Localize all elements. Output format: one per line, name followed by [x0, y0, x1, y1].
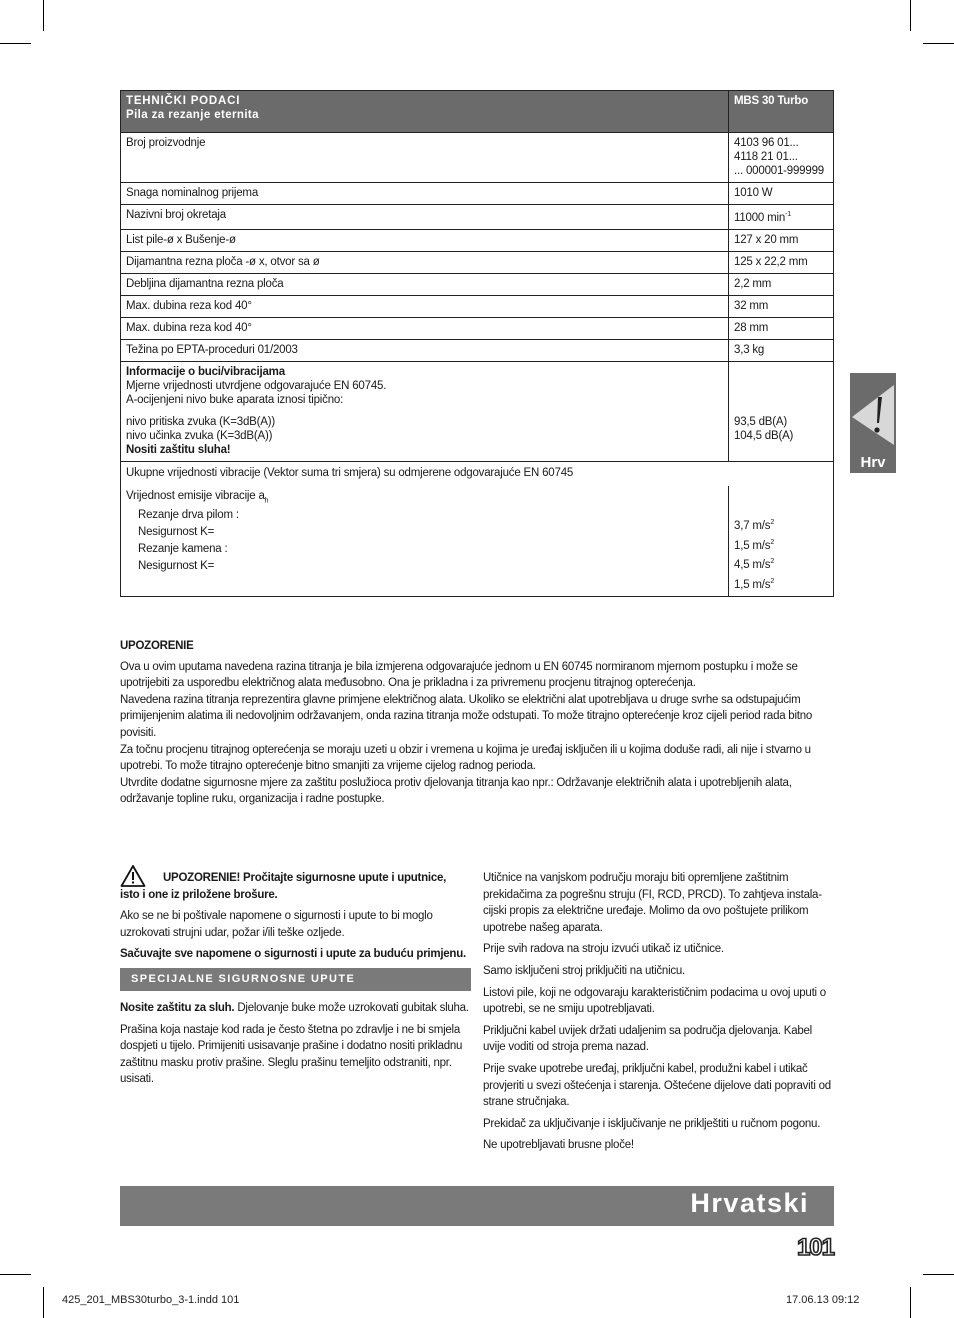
- value-text: 11000 min: [734, 211, 786, 224]
- safety-paragraph: Prije svih radova na stroju izvući utikač iz utičnice.: [483, 943, 724, 956]
- row-label: Snaga nominalnog prijema: [121, 183, 729, 205]
- language-tab-label: Hrv: [860, 454, 886, 471]
- vibration-item: Nesigurnost K=: [138, 560, 215, 573]
- hearing-protection-text: Djelovanje buke može uzrokovati gubitak sluha.: [234, 1001, 469, 1014]
- row-value: [729, 133, 834, 183]
- row-value: 28 mm: [729, 317, 834, 339]
- table-header-model: MBS 30 Turbo: [729, 91, 834, 133]
- row-value: 1010 W: [729, 183, 834, 205]
- vibration-item: Rezanje kamena :: [138, 543, 228, 556]
- crop-mark: [43, 1287, 44, 1318]
- noise-text: Mjerne vrijednosti utvrdjene odgovarajuće EN 60745.: [126, 379, 387, 392]
- footer-language-bar: [120, 1186, 834, 1226]
- row-label: Težina po EPTA-proceduri 01/2003: [121, 339, 729, 361]
- hearing-protection-bold: Nosite zaštitu za sluh.: [120, 1001, 235, 1014]
- table-row: [121, 133, 834, 183]
- safety-paragraph-bold: Sačuvajte sve napomene o sigurnosti i upute za buduću primjenu.: [120, 948, 466, 961]
- page-number: 101: [796, 1234, 834, 1261]
- row-value: 127 x 20 mm: [729, 229, 834, 251]
- safety-paragraph: Prašina koja nastaje kod rada je često štetna po zdravlje i ne bi smjela dospjeti u tijelo. Primijeniti usisavanje prašine i dodatno nositi prikladnu zaštitnu masku protiv prašine. Sleglu prašinu temeljito odstraniti, npr. usisati.: [120, 1023, 463, 1086]
- row-value: 3,3 kg: [729, 339, 834, 361]
- row-label: Dijamantna rezna ploča -ø x, otvor sa ø: [121, 251, 729, 273]
- value-superscript: -1: [785, 211, 791, 218]
- noise-text: A-ocijenjeni nivo buke aparata iznosi tipično:: [126, 393, 344, 406]
- safety-paragraph: Prije svake upotrebe uređaj, priključni kabel, produžni kabel i utikač provjeriti u svezi oštećenja i starenja. Oštećene dijelove dati popraviti od strane stručnjaka.: [483, 1062, 831, 1109]
- warning-heading: UPOZORENIE: [120, 640, 194, 652]
- row-label: List pile-ø x Bušenje-ø: [121, 229, 729, 251]
- crop-mark: [910, 1287, 911, 1318]
- warning-paragraph: Ova u ovim uputama navedena razina titranja je bila izmjerena odgovarajuće jednom u EN 60745 normiranom mjernom postupku i može se upotrijebiti za usporedbu električnog alata međusobno. Ona je prikladna i za privremenu procjenu titrajnog opterećenja.: [120, 660, 798, 690]
- row-value: 125 x 22,2 mm: [729, 251, 834, 273]
- noise-info: [121, 361, 729, 461]
- row-label: Broj proizvodnje: [121, 133, 729, 183]
- emission-subscript: h: [264, 497, 269, 505]
- warning-triangle-icon: [120, 864, 146, 894]
- safety-paragraph: Listovi pile, koji ne odgovaraju karakterističnim podacima u ovoj uputi o upotrebi, se ne smiju upotrebljavati.: [483, 986, 826, 1016]
- hearing-protection-note: Nositi zaštitu sluha!: [126, 443, 231, 456]
- vibration-intro: Ukupne vrijednosti vibracije (Vektor suma tri smjera) su odmjerene odgovarajuće EN 60745: [121, 461, 834, 486]
- table-row: [121, 183, 834, 205]
- safety-paragraph: Ako se ne bi poštivale napomene o sigurnosti i upute to bi moglo uzrokovati strujni udar, požar i/ili teške ozljede.: [120, 910, 433, 939]
- table-row: [121, 205, 834, 230]
- value-line: 4103 96 01...: [734, 137, 799, 149]
- emission-text: Vrijednost emisije vibracije a: [126, 489, 265, 502]
- crop-mark: [43, 0, 44, 31]
- crop-mark: [923, 1274, 954, 1275]
- print-slug-date: 17.06.13 09:12: [786, 1294, 860, 1306]
- crop-mark: [0, 1274, 31, 1275]
- noise-values: [729, 361, 834, 461]
- safety-paragraph: Utičnice na vanjskom području moraju biti opremljene zaštitnim prekidačima za pogrešnu struju (FI, RCD, PRCD). To zahtjeva instala-cijski propis za električne uređaje. Molimo da ovo poštujete prilikom upotrebe našeg aparata.: [483, 872, 822, 934]
- row-label: Max. dubina reza kod 40°: [121, 317, 729, 339]
- vibration-row: [121, 461, 834, 486]
- crop-mark: [923, 43, 954, 44]
- noise-value: 93,5 dB(A): [734, 415, 787, 428]
- noise-value: 104,5 dB(A): [734, 429, 794, 442]
- value-line: ... 000001-999999: [734, 165, 824, 177]
- safety-paragraph: Samo isključeni stroj priključiti na utičnicu.: [483, 964, 685, 977]
- right-column: [483, 870, 834, 1159]
- left-column: [120, 870, 471, 1093]
- warning-paragraph: Za točnu procjenu titrajnog opterećenja se moraju uzeti u obzir i vremena u kojima je uređaj isključen ili u kojima doduše radi, ali nije i stvarno u upotrebi. To može titrajno opterećenje bitno smanjiti za vrijeme cijelog radnog perioda.: [120, 743, 811, 773]
- crop-mark: [0, 43, 31, 44]
- vibration-value: 1,5 $m/s^2$: [734, 538, 775, 552]
- vibration-values-row: [121, 486, 834, 597]
- table-row: [121, 251, 834, 273]
- safety-warning-heading: [120, 870, 471, 903]
- vibration-value: 1,5 $m/s^2$: [734, 578, 775, 592]
- row-label: Debljina dijamantna rezna ploča: [121, 273, 729, 295]
- safety-paragraph: [120, 1000, 471, 1017]
- footer-language-label: Hrvatski: [690, 1188, 809, 1218]
- vibration-value: 3,7 $m/s^2$: [734, 518, 775, 532]
- safety-paragraph: Prekidač za uključivanje i isključivanje ne priklještiti u ručnom pogonu.: [483, 1117, 821, 1130]
- table-header-row: [121, 91, 834, 133]
- noise-title: Informacije o buci/vibracijama: [126, 365, 285, 378]
- vibration-info: [121, 486, 729, 597]
- warning-heading-line: isto i one iz priložene brošure.: [120, 888, 278, 901]
- row-value: 32 mm: [729, 295, 834, 317]
- warning-paragraph: Navedena razina titranja reprezentira glavne primjene električnog alata. Ukoliko se električni alat upotrebljava u druge svrhe sa odstupajućim primijenjenim alatima ili nedovoljnim održavanjem, onda razina titranja može odstupati. To može titrajno opterećenje kroz cijeli period rada bitno povisiti.: [120, 693, 812, 739]
- spacer: [126, 407, 723, 415]
- vibration-emission-label: [126, 489, 723, 508]
- warning-paragraph: Utvrdite dodatne sigurnosne mjere za zaštitu poslužioca protiv djelovanja titranja kao npr.: Održavanje električnih alata i upotrebljenih alata, održavanje topline ruku, organizacija i radne postupke.: [120, 776, 792, 806]
- spec-title: TEHNIČKI PODACI: [126, 95, 241, 107]
- vibration-item: Nesigurnost K=: [138, 526, 215, 539]
- vibration-values: [729, 486, 834, 597]
- table-header-title: [121, 91, 729, 133]
- vibration-item: Rezanje drva pilom :: [138, 509, 239, 522]
- safety-paragraph: Ne upotrebljavati brusne ploče!: [483, 1139, 634, 1152]
- warning-triangle-icon: [850, 379, 896, 450]
- warning-heading-line: UPOZORENIE! Pročitajte sigurnosne upute i uputnice,: [163, 872, 447, 884]
- row-label: Nazivni broj okretaja: [121, 205, 729, 230]
- table-row: [121, 229, 834, 251]
- table-row: [121, 273, 834, 295]
- special-safety-section-bar: SPECIJALNE SIGURNOSNE UPUTE: [120, 968, 471, 991]
- vibration-warning-section: [120, 638, 834, 808]
- print-slug-file: 425_201_MBS30turbo_3-1.indd 101: [62, 1294, 240, 1306]
- noise-text: nivo učinka zvuka (K=3dB(A)): [126, 429, 273, 442]
- safety-paragraph: Priključni kabel uvijek držati udaljenim sa područja djelovanja. Kabel uvije voditi od stroja prema nazad.: [483, 1024, 812, 1054]
- row-value: [729, 205, 834, 230]
- language-side-tab: [850, 373, 896, 473]
- noise-row: [121, 361, 834, 461]
- technical-data-table: [120, 90, 834, 597]
- table-row: [121, 295, 834, 317]
- row-label: Max. dubina reza kod 40°: [121, 295, 729, 317]
- row-value: 2,2 mm: [729, 273, 834, 295]
- value-line: 4118 21 01...: [734, 151, 798, 163]
- noise-text: nivo pritiska zvuka (K=3dB(A)): [126, 415, 275, 428]
- vibration-value: 4,5 $m/s^2$: [734, 558, 775, 572]
- table-row: [121, 317, 834, 339]
- crop-mark: [910, 0, 911, 31]
- spec-subtitle: Pila za rezanje eternita: [126, 109, 259, 121]
- table-row: [121, 339, 834, 361]
